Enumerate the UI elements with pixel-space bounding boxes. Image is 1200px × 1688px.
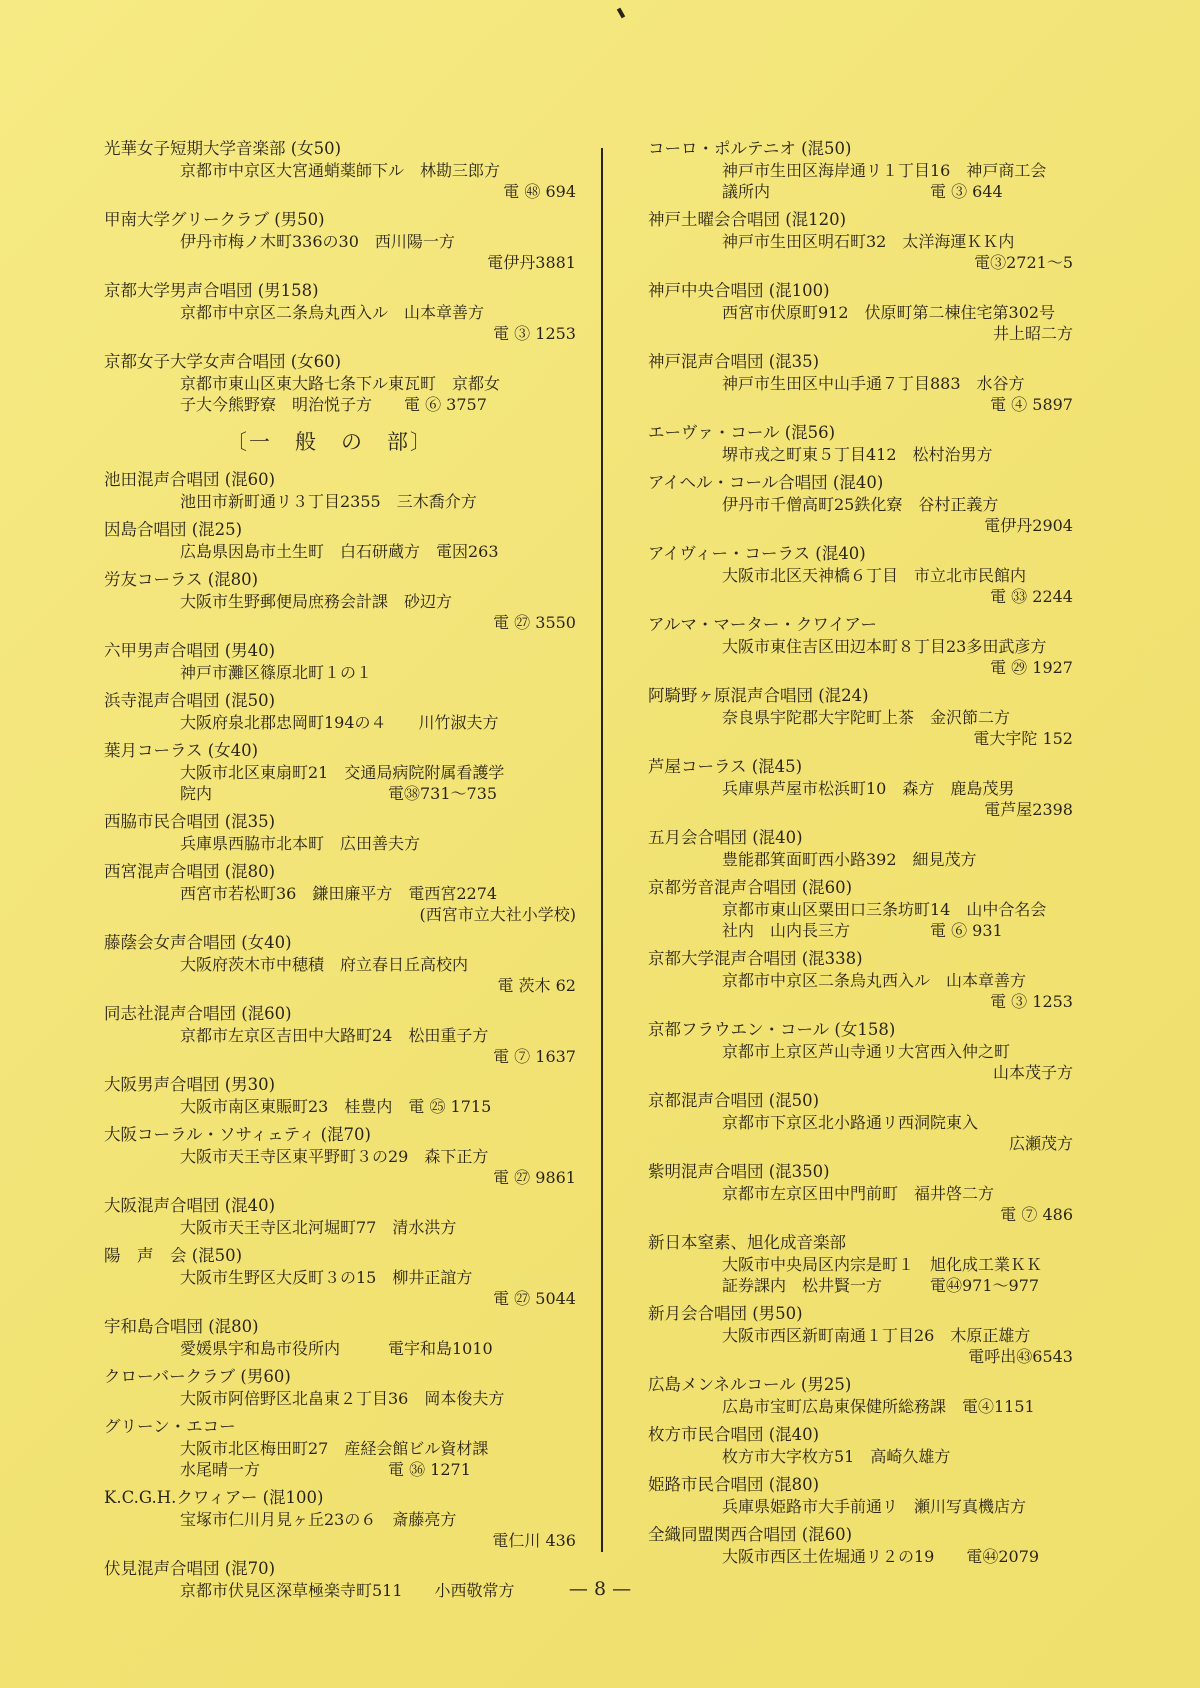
choir-phone: 電 ㊽ 694 xyxy=(503,182,576,201)
choir-name: 西脇市民合唱団 (混35) xyxy=(104,812,276,831)
choir-entry xyxy=(648,280,1088,344)
choir-address: 大阪市生野郵便局庶務会計課 砂辺方 xyxy=(180,592,453,611)
choir-name: 京都混声合唱団 (混50) xyxy=(648,1091,820,1110)
choir-phone: 電③2721～5 xyxy=(974,253,1073,272)
choir-name: クローバークラブ (男60) xyxy=(104,1367,291,1386)
choir-entry xyxy=(104,1316,604,1359)
choir-address: 大阪市東住吉区田辺本町８丁目23多田武彦方 xyxy=(722,637,1047,656)
choir-phone: 電 ③ 1253 xyxy=(990,992,1073,1011)
choir-entry xyxy=(648,756,1088,820)
choir-name: 大阪混声合唱団 (混40) xyxy=(104,1196,276,1215)
choir-address: 証券課内 松井賢一方 電㊹971～977 xyxy=(722,1276,1040,1295)
choir-name: 神戸中央合唱団 (混100) xyxy=(648,281,830,300)
choir-address: 大阪市生野区大反町３の15 柳井正誼方 xyxy=(180,1268,473,1287)
choir-name: コーロ・ポルテニオ (混50) xyxy=(648,139,852,158)
choir-name: 労友コーラス (混80) xyxy=(104,570,259,589)
choir-name: 広島メンネルコール (男25) xyxy=(648,1375,852,1394)
choir-entry xyxy=(104,1487,604,1551)
choir-name: 京都労音混声合唱団 (混60) xyxy=(648,878,853,897)
choir-phone: 電呼出㊸6543 xyxy=(968,1347,1073,1366)
choir-entry xyxy=(648,1161,1088,1225)
choir-name: 京都女子大学女声合唱団 (女60) xyxy=(104,352,342,371)
choir-entry xyxy=(104,1003,604,1067)
choir-entry xyxy=(648,1424,1088,1467)
choir-address: 愛媛県宇和島市役所内 電宇和島1010 xyxy=(180,1339,493,1358)
choir-address: 宝塚市仁川月見ヶ丘23の６ 斎藤亮方 xyxy=(180,1510,457,1529)
choir-name: アイヘル・コール合唱団 (混40) xyxy=(648,473,884,492)
choir-address: 広島県因島市土生町 白石研蔵方 電因263 xyxy=(180,542,499,561)
choir-address: 西宮市伏原町912 伏原町第二棟住宅第302号 xyxy=(722,303,1056,322)
choir-entry xyxy=(104,1245,604,1309)
choir-address: 大阪市南区東賑町23 桂豊内 電 ㉕ 1715 xyxy=(180,1097,492,1116)
choir-name: 陽 声 会 (混50) xyxy=(104,1246,243,1265)
school-section-list xyxy=(104,138,604,415)
right-column xyxy=(648,138,1088,1574)
choir-entry xyxy=(648,1374,1088,1417)
choir-phone: 電伊丹2904 xyxy=(984,516,1073,535)
choir-name: 甲南大学グリークラブ (男50) xyxy=(104,210,325,229)
choir-phone: 電 茨木 62 xyxy=(497,976,576,995)
choir-entry xyxy=(104,280,604,344)
choir-phone: 電 ⑦ 1637 xyxy=(493,1047,576,1066)
choir-entry xyxy=(104,569,604,633)
choir-name: 姫路市民合唱団 (混80) xyxy=(648,1475,820,1494)
choir-address: 枚方市大字枚方51 高崎久雄方 xyxy=(722,1447,951,1466)
choir-address: 子大今熊野寮 明治悦子方 電 ⑥ 3757 xyxy=(180,395,487,414)
choir-entry xyxy=(648,1474,1088,1517)
choir-address: 社内 山内長三方 電 ⑥ 931 xyxy=(722,921,1003,940)
choir-name: 京都大学男声合唱団 (男158) xyxy=(104,281,319,300)
choir-entry xyxy=(104,811,604,854)
choir-entry xyxy=(648,422,1088,465)
choir-name: 光華女子短期大学音楽部 (女50) xyxy=(104,139,342,158)
choir-entry xyxy=(104,1416,604,1480)
choir-address: 豊能郡箕面町西小路392 細見茂方 xyxy=(722,850,977,869)
choir-address: 神戸市灘区篠原北町１の１ xyxy=(180,663,373,682)
choir-entry xyxy=(104,351,604,415)
choir-entry xyxy=(648,614,1088,678)
choir-name: アルマ・マーター・クワイアー xyxy=(648,615,877,634)
choir-address: 京都市左京区吉田中大路町24 松田重子方 xyxy=(180,1026,489,1045)
choir-address: 兵庫県姫路市大手前通リ 瀬川写真機店方 xyxy=(722,1497,1027,1516)
choir-name: 浜寺混声合唱団 (混50) xyxy=(104,691,276,710)
choir-address: 大阪市天王寺区東平野町３の29 森下正方 xyxy=(180,1147,489,1166)
choir-name: アイヴィー・コーラス (混40) xyxy=(648,544,866,563)
choir-address: 京都市中京区二条烏丸西入ル 山本章善方 xyxy=(722,971,1027,990)
choir-phone: 電芦屋2398 xyxy=(984,800,1073,819)
choir-name: 紫明混声合唱団 (混350) xyxy=(648,1162,830,1181)
choir-name: 枚方市民合唱団 (混40) xyxy=(648,1425,820,1444)
choir-address: 京都市下京区北小路通リ西洞院東入 xyxy=(722,1113,979,1132)
choir-entry xyxy=(648,1090,1088,1154)
choir-name: 全織同盟関西合唱団 (混60) xyxy=(648,1525,853,1544)
choir-entry xyxy=(104,519,604,562)
choir-entry xyxy=(648,543,1088,607)
choir-phone: 電 ㉝ 2244 xyxy=(990,587,1073,606)
choir-name: 伏見混声合唱団 (混70) xyxy=(104,1559,276,1578)
choir-address: 兵庫県芦屋市松浜町10 森方 鹿島茂男 xyxy=(722,779,1015,798)
choir-name: 六甲男声合唱団 (男40) xyxy=(104,641,276,660)
choir-address: 大阪市北区梅田町27 産経会館ビル資材課 xyxy=(180,1439,489,1458)
choir-entry xyxy=(648,1524,1088,1567)
choir-address: 大阪市中央局区内宗是町１ 旭化成工業ＫＫ xyxy=(722,1255,1043,1274)
choir-address: 大阪市西区新町南通１丁目26 木原正雄方 xyxy=(722,1326,1031,1345)
choir-name: エーヴァ・コール (混56) xyxy=(648,423,836,442)
choir-name: 五月会合唱団 (混40) xyxy=(648,828,803,847)
general-section-list-right xyxy=(648,138,1088,1567)
choir-entry xyxy=(648,948,1088,1012)
choir-entry xyxy=(648,827,1088,870)
choir-name: 西宮混声合唱団 (混80) xyxy=(104,862,276,881)
choir-address: 大阪市北区天神橋６丁目 市立北市民館内 xyxy=(722,566,1027,585)
choir-entry xyxy=(648,138,1088,202)
choir-address: 池田市新町通リ３丁目2355 三木喬介方 xyxy=(180,492,477,511)
general-section-list-left xyxy=(104,469,604,1601)
choir-name: 池田混声合唱団 (混60) xyxy=(104,470,276,489)
choir-name: 藤蔭会女声合唱団 (女40) xyxy=(104,933,292,952)
section-heading-general: 〔一 般 の 部〕 xyxy=(226,430,433,454)
choir-entry xyxy=(648,1232,1088,1296)
choir-entry xyxy=(104,690,604,733)
choir-entry xyxy=(648,209,1088,273)
choir-phone: 電大宇陀 152 xyxy=(973,729,1073,748)
choir-phone: 電伊丹3881 xyxy=(487,253,576,272)
choir-entry xyxy=(104,1195,604,1238)
choir-entry xyxy=(104,932,604,996)
choir-phone: 電 ㉙ 1927 xyxy=(990,658,1073,677)
choir-entry xyxy=(648,1303,1088,1367)
choir-entry xyxy=(104,209,604,273)
choir-address: 神戸市生田区中山手通７丁目883 水谷方 xyxy=(722,374,1025,393)
choir-entry xyxy=(648,877,1088,941)
column-divider xyxy=(601,148,603,1552)
choir-address: 大阪府泉北郡忠岡町194の４ 川竹淑夫方 xyxy=(180,713,499,732)
choir-entry xyxy=(104,1366,604,1409)
choir-address: 大阪市天王寺区北河堀町77 清水洪方 xyxy=(180,1218,457,1237)
choir-address: 京都市中京区二条烏丸西入ル 山本章善方 xyxy=(180,303,485,322)
choir-phone: 電 ④ 5897 xyxy=(990,395,1073,414)
choir-name: 葉月コーラス (女40) xyxy=(104,741,259,760)
choir-address: 神戸市生田区海岸通リ１丁目16 神戸商工会 xyxy=(722,161,1047,180)
choir-name: 因島合唱団 (混25) xyxy=(104,520,243,539)
choir-address: 大阪市西区土佐堀通リ２の19 電㊹2079 xyxy=(722,1547,1040,1566)
choir-entry xyxy=(104,469,604,512)
choir-name: 阿騎野ヶ原混声合唱団 (混24) xyxy=(648,686,869,705)
choir-name: K.C.G.H.クワィアー (混100) xyxy=(104,1488,324,1507)
choir-entry xyxy=(648,472,1088,536)
choir-name: 京都フラウエン・コール (女158) xyxy=(648,1020,896,1039)
choir-address: 議所内 電 ③ 644 xyxy=(722,182,1003,201)
choir-name: 宇和島合唱団 (混80) xyxy=(104,1317,259,1336)
choir-entry xyxy=(648,685,1088,749)
choir-address: 伊丹市千僧高町25鉄化寮 谷村正義方 xyxy=(722,495,999,514)
choir-name: 神戸混声合唱団 (混35) xyxy=(648,352,820,371)
choir-name: 京都大学混声合唱団 (混338) xyxy=(648,949,863,968)
choir-name: グリーン・エコー xyxy=(104,1417,236,1436)
left-column xyxy=(104,138,604,1608)
choir-phone: 広瀬茂方 xyxy=(1008,1134,1073,1153)
choir-address: 院内 電㊳731～735 xyxy=(180,784,498,803)
choir-entry xyxy=(648,351,1088,415)
choir-phone: 電 ③ 1253 xyxy=(493,324,576,343)
choir-name: 大阪コーラル・ソサィェティ (混70) xyxy=(104,1125,371,1144)
choir-address: 大阪市北区東扇町21 交通局病院附属看護学 xyxy=(180,763,505,782)
scan-mark xyxy=(617,8,625,19)
choir-phone: 電仁川 436 xyxy=(492,1531,576,1550)
choir-name: 神戸土曜会合唱団 (混120) xyxy=(648,210,847,229)
choir-entry xyxy=(104,1074,604,1117)
choir-entry xyxy=(104,640,604,683)
choir-phone: 電 ㉗ 9861 xyxy=(493,1168,576,1187)
choir-address: 京都市東山区東大路七条下ル東瓦町 京都女 xyxy=(180,374,501,393)
choir-address: 伊丹市梅ノ木町336の30 西川陽一方 xyxy=(180,232,455,251)
choir-address: 京都市左京区田中門前町 福井啓二方 xyxy=(722,1184,995,1203)
choir-phone: 山本茂子方 xyxy=(992,1063,1073,1082)
choir-address: 堺市戎之町東５丁目412 松村治男方 xyxy=(722,445,993,464)
choir-entry xyxy=(104,740,604,804)
choir-phone: 電 ㉗ 5044 xyxy=(493,1289,576,1308)
choir-address: 神戸市生田区明石町32 太洋海運ＫＫ内 xyxy=(722,232,1015,251)
choir-phone: (西宮市立大社小学校) xyxy=(419,905,576,924)
choir-address: 大阪府茨木市中穂積 府立春日丘高校内 xyxy=(180,955,469,974)
choir-phone: 電 ⑦ 486 xyxy=(1000,1205,1073,1224)
choir-name: 新月会合唱団 (男50) xyxy=(648,1304,803,1323)
choir-address: 京都市東山区粟田口三条坊町14 山中合名会 xyxy=(722,900,1047,919)
choir-address: 京都市中京区大宮通蛸薬師下ル 林勘三郎方 xyxy=(180,161,501,180)
choir-name: 新日本窒素、旭化成音楽部 xyxy=(648,1233,846,1252)
choir-address: 奈良県宇陀郡大宇陀町上茶 金沢節二方 xyxy=(722,708,1011,727)
choir-address: 京都市伏見区深草極楽寺町511 小西敬常方 xyxy=(180,1581,515,1600)
choir-address: 広島市宝町広島東保健所総務課 電④1151 xyxy=(722,1397,1035,1416)
choir-address: 西宮市若松町36 鎌田廉平方 電西宮2274 xyxy=(180,884,498,903)
choir-phone: 井上昭二方 xyxy=(992,324,1073,343)
choir-address: 大阪市阿倍野区北畠東２丁目36 岡本俊夫方 xyxy=(180,1389,505,1408)
page-number: — 8 — xyxy=(568,1578,632,1600)
choir-address: 水尾晴一方 電 ㊱ 1271 xyxy=(180,1460,471,1479)
choir-entry xyxy=(648,1019,1088,1083)
choir-address: 京都市上京区芦山寺通リ大宮西入仲之町 xyxy=(722,1042,1011,1061)
choir-name: 大阪男声合唱団 (男30) xyxy=(104,1075,276,1094)
choir-entry xyxy=(104,861,604,925)
choir-phone: 電 ㉗ 3550 xyxy=(493,613,576,632)
choir-entry xyxy=(104,138,604,202)
choir-name: 芦屋コーラス (混45) xyxy=(648,757,803,776)
choir-address: 兵庫県西脇市北本町 広田善夫方 xyxy=(180,834,421,853)
choir-entry xyxy=(104,1124,604,1188)
choir-name: 同志社混声合唱団 (混60) xyxy=(104,1004,292,1023)
